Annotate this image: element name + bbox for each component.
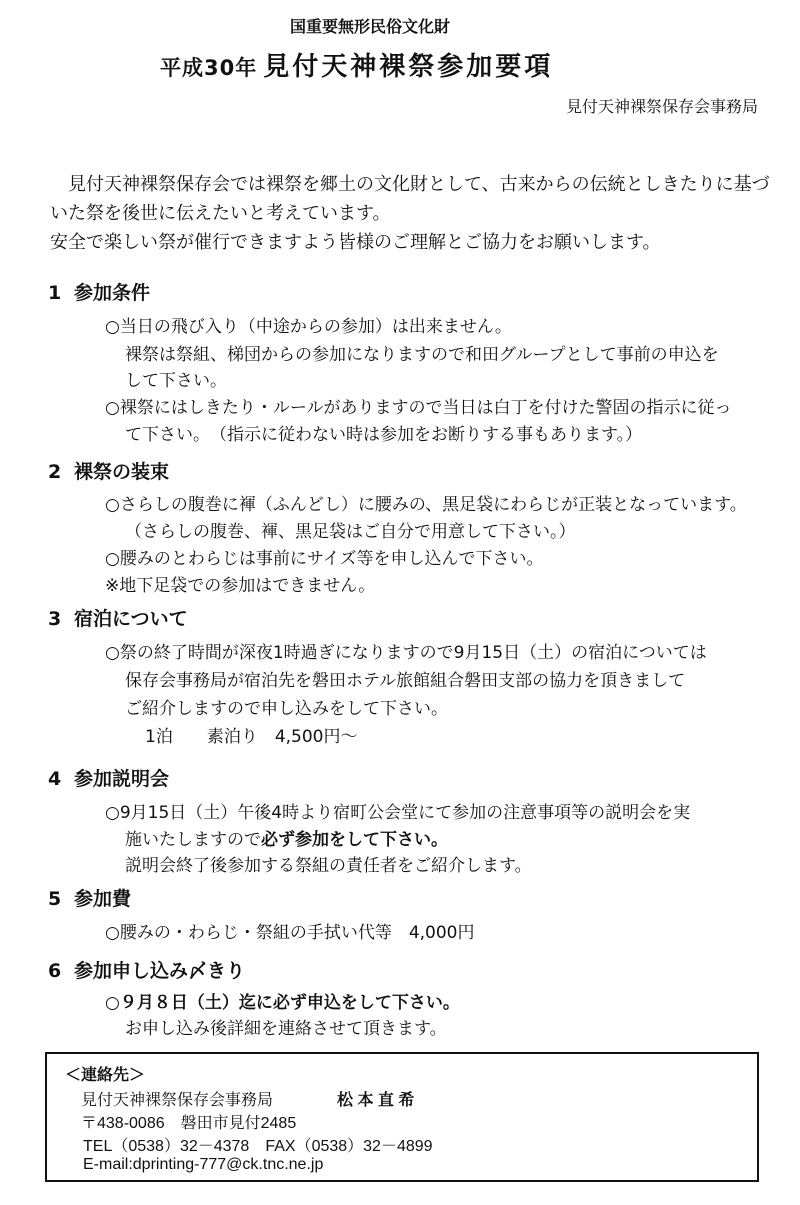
section-2-line: （さらしの腹巻、褌、黒足袋はご自分で用意して下さい。） [125,522,576,542]
section-3-line: 保存会事務局が宿泊先を磐田ホテル旅館組合磐田支部の協力を頂きまして [125,671,686,691]
cultural-property-designation: 国重要無形民俗文化財 [290,17,451,36]
issuer-name: 見付天神裸祭保存会事務局 [565,97,758,116]
section-number: 5 [48,888,62,910]
section-2-line: ○さらしの腹巻に褌（ふんどし）に腰みの、黒足袋にわらじが正装となっています。 [105,495,747,515]
section-1-line: ○裸祭にはしきたり・ルールがありますので当日は白丁を付けた警固の指示に従っ [105,398,732,418]
section-4-line [125,825,448,850]
section-1-line: 裸祭は祭組、梯団からの参加になりますので和田グループとして事前の申込を [125,345,719,365]
section-heading-6 [48,956,245,983]
intro-text [50,170,770,257]
contact-address: 〒438-0086 磐田市見付2485 [81,1115,297,1132]
contact-person: 松 本 直 希 [337,1092,415,1109]
section-1-line: して下さい。 [125,371,227,391]
section-2-line: ○腰みのとわらじは事前にサイズ等を申し込んで下さい。 [105,549,544,569]
section-number: 6 [48,960,62,982]
contact-heading: ＜連絡先＞ [65,1067,146,1084]
section-4-line-part: 施いたしますので [125,830,261,850]
section-1-line: ○当日の飛び入り（中途からの参加）は出来ません。 [105,317,512,337]
section-2-line: ※地下足袋での参加はできません。 [105,576,376,596]
section-number: 4 [48,768,62,790]
title-year: 平成30年 [160,56,258,80]
participation-fee: ○腰みの・わらじ・祭組の手拭い代等 4,000円 [105,923,475,943]
contact-office: 見付天神裸祭保存会事務局 [81,1092,274,1109]
section-number: 2 [48,461,62,483]
section-heading-3 [48,604,188,631]
section-title: 参加条件 [74,282,151,304]
section-title: 裸祭の装束 [74,461,170,483]
contact-phone-fax: TEL（0538）32－4378 FAX（0538）32－4899 [83,1138,433,1155]
section-title: 参加説明会 [74,768,170,790]
intro-paragraph-1: 見付天神裸祭保存会では裸祭を郷土の文化財として、古来からの伝統としきたりに基づいた祭を後世に伝えたいと考えています。 [50,174,770,224]
intro-paragraph-2: 安全で楽しい祭が催行できますよう皆様のご理解とご協力をお願いします。 [50,232,661,253]
section-6-line: お申し込み後詳細を連絡させて頂きます。 [125,1019,447,1039]
section-number: 1 [48,282,62,304]
section-3-line: ○祭の終了時間が深夜1時過ぎになりますので9月15日（土）の宿泊については [105,643,707,663]
section-3-line: ご紹介しますので申し込みをして下さい。 [125,699,448,719]
section-1-line: て下さい。 （指示に従わない時は参加をお断りする事もあります。） [125,425,643,445]
section-title: 参加申し込み〆きり [74,960,246,982]
section-title: 宿泊について [74,608,188,630]
section-heading-2 [48,457,169,484]
title-main: 見付天神裸祭参加要項 [263,52,554,82]
section-number: 3 [48,608,62,630]
section-heading-5 [48,884,131,911]
application-deadline: ○９月８日（土）迄に必ず申込をして下さい。 [105,993,460,1013]
section-heading-1 [48,278,150,305]
lodging-plan: 1泊 素泊り 4,500円～ [145,727,358,747]
contact-box [45,1052,759,1182]
section-4-line: ○9月15日（土）午後4時より宿町公会堂にて参加の注意事項等の説明会を実 [105,803,691,823]
section-4-line: 説明会終了後参加する祭組の責任者をご紹介します。 [125,856,532,876]
mandatory-attendance-notice: 必ず参加をして下さい。 [261,830,448,850]
section-title: 参加費 [74,888,132,910]
section-heading-4 [48,764,169,791]
document-title [160,46,553,83]
contact-email[interactable]: E-mail:dprinting-777@ck.tnc.ne.jp [83,1156,324,1173]
